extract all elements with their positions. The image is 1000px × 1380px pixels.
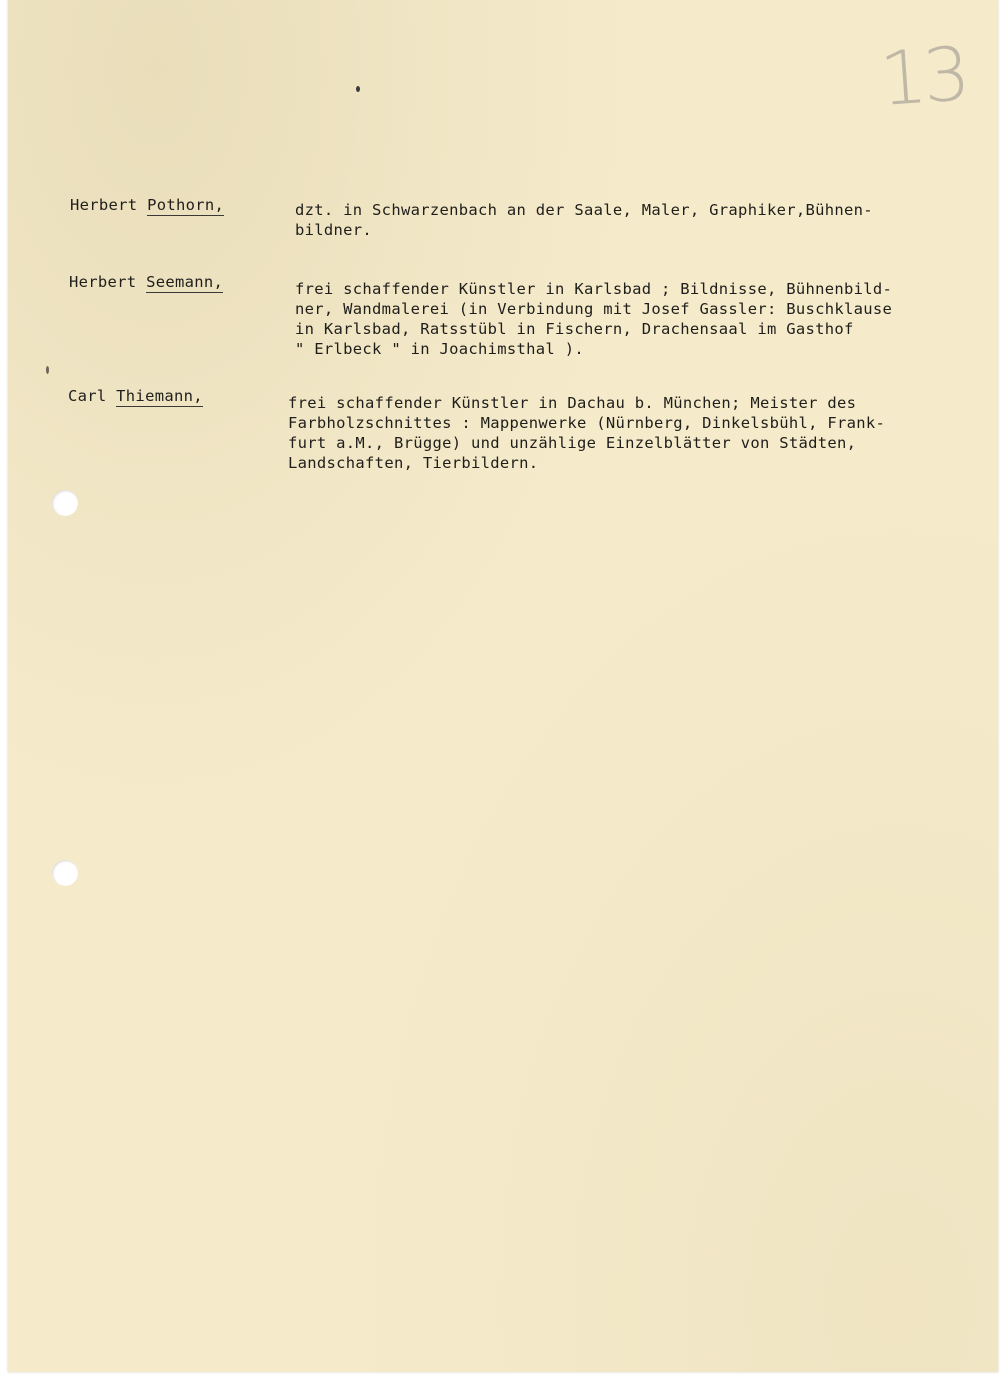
first-name: Herbert	[70, 196, 138, 214]
entry-description-thiemann	[288, 393, 948, 473]
surname-underlined: Seemann,	[146, 273, 224, 291]
surname-underlined: Pothorn,	[147, 196, 225, 214]
description-line: in Karlsbad, Ratsstübl in Fischern, Drachensaal im Gasthof	[295, 320, 854, 338]
surname-underlined: Thiemann,	[116, 387, 203, 405]
ink-speck	[46, 366, 49, 374]
entry-description-seemann	[295, 279, 955, 359]
description-line: frei schaffender Künstler in Karlsbad ; Bildnisse, Bühnenbild-	[295, 280, 893, 298]
description-line: " Erlbeck " in Joachimsthal ).	[295, 340, 584, 358]
punch-hole-top	[52, 490, 78, 516]
description-line: Landschaften, Tierbildern.	[288, 454, 539, 472]
description-line: frei schaffender Künstler in Dachau b. München; Meister des	[288, 394, 857, 412]
description-line: Farbholzschnittes : Mappenwerke (Nürnberg, Dinkelsbühl, Frank-	[288, 414, 886, 432]
description-line: ner, Wandmalerei (in Verbindung mit Josef Gassler: Buschklause	[295, 300, 893, 318]
ink-speck	[356, 86, 360, 92]
handwritten-page-number: 13	[877, 31, 970, 123]
first-name: Herbert	[69, 273, 137, 291]
description-line: bildner.	[295, 221, 373, 239]
first-name: Carl	[68, 387, 107, 405]
description-line: furt a.M., Brügge) und unzählige Einzelblätter von Städten,	[288, 434, 857, 452]
punch-hole-bottom	[52, 860, 78, 886]
entry-description-pothorn	[295, 200, 955, 240]
description-line: dzt. in Schwarzenbach an der Saale, Maler, Graphiker,Bühnen-	[295, 201, 873, 219]
document-page	[8, 0, 998, 1372]
entry-name-seemann	[69, 273, 223, 291]
entry-name-thiemann	[68, 387, 203, 405]
entry-name-pothorn	[70, 196, 224, 214]
